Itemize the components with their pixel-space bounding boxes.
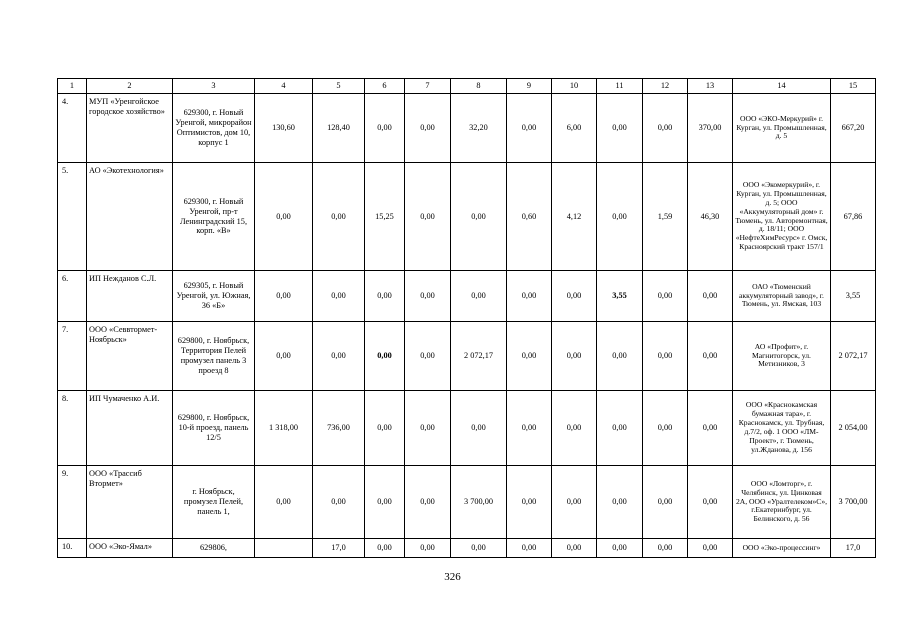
organization-address: 629300, г. Новый Уренгой, пр-т Ленинградский 15, корп. «В» bbox=[173, 163, 255, 271]
value-cell: 0,00 bbox=[597, 466, 643, 539]
value-cell: 0,00 bbox=[597, 94, 643, 163]
total-cell: 17,0 bbox=[831, 539, 876, 558]
row-number: 7. bbox=[58, 322, 87, 391]
total-cell: 3 700,00 bbox=[831, 466, 876, 539]
total-cell: 3,55 bbox=[831, 271, 876, 322]
column-number: 9 bbox=[507, 79, 552, 94]
value-cell: 0,00 bbox=[255, 163, 313, 271]
organization-name: АО «Экотехнология» bbox=[87, 163, 173, 271]
value-cell: 0,00 bbox=[597, 322, 643, 391]
value-cell: 0,00 bbox=[405, 466, 451, 539]
value-cell: 0,00 bbox=[688, 466, 733, 539]
value-cell: 0,00 bbox=[365, 322, 405, 391]
organization-address: 629800, г. Ноябрьск, 10-й проезд, панель 12/5 bbox=[173, 391, 255, 466]
value-cell: 0,00 bbox=[688, 391, 733, 466]
value-cell: 0,00 bbox=[405, 271, 451, 322]
value-cell: 0,00 bbox=[507, 391, 552, 466]
recipient-cell: ООО «Ломторг», г. Челябинск, ул. Цинковая 2А, ООО «Уралтелеком»С», г.Екатеринбург, ул. Белинского, д. 56 bbox=[733, 466, 831, 539]
value-cell: 0,00 bbox=[643, 94, 688, 163]
recipient-cell: ООО «Экомеркурий», г. Курган, ул. Промышленная, д. 5; ООО «Аккумуляторный дом» г. Тюмень, ул. Авторемонтная, д. 18/11; ООО «НефтеХимРесурс» г. Омск, Красноярский тракт 157/1 bbox=[733, 163, 831, 271]
value-cell: 0,00 bbox=[643, 271, 688, 322]
value-cell: 3,55 bbox=[597, 271, 643, 322]
column-number: 12 bbox=[643, 79, 688, 94]
value-cell: 0,00 bbox=[643, 322, 688, 391]
organization-name: ИП Нежданов С.Л. bbox=[87, 271, 173, 322]
value-cell: 32,20 bbox=[451, 94, 507, 163]
column-number: 5 bbox=[313, 79, 365, 94]
total-cell: 2 072,17 bbox=[831, 322, 876, 391]
row-number: 4. bbox=[58, 94, 87, 163]
value-cell: 2 072,17 bbox=[451, 322, 507, 391]
value-cell: 0,00 bbox=[688, 322, 733, 391]
value-cell: 0,00 bbox=[405, 391, 451, 466]
value-cell: 0,00 bbox=[552, 271, 597, 322]
table-row bbox=[58, 322, 876, 391]
value-cell: 128,40 bbox=[313, 94, 365, 163]
column-number: 10 bbox=[552, 79, 597, 94]
value-cell: 0,00 bbox=[451, 539, 507, 558]
value-cell: 0,00 bbox=[365, 271, 405, 322]
recipient-cell: ООО «Эко-процессинг» bbox=[733, 539, 831, 558]
table-row bbox=[58, 163, 876, 271]
value-cell: 0,00 bbox=[507, 539, 552, 558]
value-cell: 0,00 bbox=[365, 539, 405, 558]
value-cell: 0,00 bbox=[405, 322, 451, 391]
value-cell: 0,60 bbox=[507, 163, 552, 271]
page-number: 326 bbox=[444, 571, 461, 583]
value-cell: 0,00 bbox=[405, 163, 451, 271]
value-cell: 0,00 bbox=[552, 391, 597, 466]
value-cell: 3 700,00 bbox=[451, 466, 507, 539]
value-cell: 0,00 bbox=[688, 539, 733, 558]
organization-address: 629305, г. Новый Уренгой, ул. Южная, 36 «Б» bbox=[173, 271, 255, 322]
value-cell: 0,00 bbox=[451, 271, 507, 322]
value-cell: 1 318,00 bbox=[255, 391, 313, 466]
value-cell: 0,00 bbox=[643, 539, 688, 558]
value-cell: 370,00 bbox=[688, 94, 733, 163]
value-cell: 0,00 bbox=[507, 94, 552, 163]
column-number: 2 bbox=[87, 79, 173, 94]
value-cell: 0,00 bbox=[552, 466, 597, 539]
value-cell: 0,00 bbox=[507, 466, 552, 539]
total-cell: 2 054,00 bbox=[831, 391, 876, 466]
table-row bbox=[58, 466, 876, 539]
recipient-cell: АО «Профит», г. Магнитогорск, ул. Метизников, 3 bbox=[733, 322, 831, 391]
value-cell: 0,00 bbox=[365, 466, 405, 539]
value-cell: 0,00 bbox=[552, 322, 597, 391]
value-cell: 0,00 bbox=[643, 466, 688, 539]
value-cell: 0,00 bbox=[688, 271, 733, 322]
table-row bbox=[58, 271, 876, 322]
total-cell: 667,20 bbox=[831, 94, 876, 163]
value-cell: 0,00 bbox=[365, 94, 405, 163]
value-cell: 0,00 bbox=[255, 271, 313, 322]
column-number: 6 bbox=[365, 79, 405, 94]
column-number: 1 bbox=[58, 79, 87, 94]
recipient-cell: ООО «ЭКО-Меркурий» г. Курган, ул. Промышленная, д. 5 bbox=[733, 94, 831, 163]
organization-address: 629806, bbox=[173, 539, 255, 558]
value-cell: 0,00 bbox=[313, 322, 365, 391]
row-number: 5. bbox=[58, 163, 87, 271]
value-cell: 736,00 bbox=[313, 391, 365, 466]
column-number: 14 bbox=[733, 79, 831, 94]
value-cell: 0,00 bbox=[451, 391, 507, 466]
value-cell: 0,00 bbox=[313, 466, 365, 539]
value-cell: 0,00 bbox=[405, 539, 451, 558]
value-cell: 4,12 bbox=[552, 163, 597, 271]
organization-name: ООО «Эко-Ямал» bbox=[87, 539, 173, 558]
column-number: 13 bbox=[688, 79, 733, 94]
organization-name: ООО «Трассиб Втормет» bbox=[87, 466, 173, 539]
organization-name: ООО «Севвтормет-Ноябрьск» bbox=[87, 322, 173, 391]
value-cell: 6,00 bbox=[552, 94, 597, 163]
column-number: 3 bbox=[173, 79, 255, 94]
total-cell: 67,86 bbox=[831, 163, 876, 271]
organization-name: ИП Чумаченко А.И. bbox=[87, 391, 173, 466]
value-cell: 0,00 bbox=[313, 163, 365, 271]
value-cell: 0,00 bbox=[597, 391, 643, 466]
value-cell: 0,00 bbox=[507, 322, 552, 391]
value-cell: 0,00 bbox=[507, 271, 552, 322]
organization-address: 629300, г. Новый Уренгой, микрорайон Оптимистов, дом 10, корпус 1 bbox=[173, 94, 255, 163]
value-cell: 0,00 bbox=[255, 322, 313, 391]
column-number: 7 bbox=[405, 79, 451, 94]
waste-transfer-table bbox=[57, 78, 876, 558]
table-row bbox=[58, 94, 876, 163]
organization-address: г. Ноябрьск, промузел Пелей, панель 1, bbox=[173, 466, 255, 539]
value-cell: 0,00 bbox=[597, 539, 643, 558]
row-number: 8. bbox=[58, 391, 87, 466]
value-cell: 0,00 bbox=[643, 391, 688, 466]
row-number: 10. bbox=[58, 539, 87, 558]
value-cell: 0,00 bbox=[597, 163, 643, 271]
value-cell: 130,60 bbox=[255, 94, 313, 163]
column-number: 11 bbox=[597, 79, 643, 94]
value-cell: 0,00 bbox=[365, 391, 405, 466]
row-number: 6. bbox=[58, 271, 87, 322]
column-number-row bbox=[58, 79, 876, 94]
organization-address: 629800, г. Ноябрьск, Территория Пелей промузел панель 3 проезд 8 bbox=[173, 322, 255, 391]
table-row bbox=[58, 539, 876, 558]
organization-name: МУП «Уренгойское городское хозяйство» bbox=[87, 94, 173, 163]
column-number: 4 bbox=[255, 79, 313, 94]
recipient-cell: ООО «Краснокамская бумажная тара», г. Краснокамск, ул. Трубная, д.7/2, оф. 1 ООО «ЛМ-Проект», г. Тюмень, ул.Жданова, д. 156 bbox=[733, 391, 831, 466]
value-cell: 0,00 bbox=[313, 271, 365, 322]
value-cell bbox=[255, 539, 313, 558]
column-number: 8 bbox=[451, 79, 507, 94]
value-cell: 1,59 bbox=[643, 163, 688, 271]
value-cell: 46,30 bbox=[688, 163, 733, 271]
value-cell: 0,00 bbox=[405, 94, 451, 163]
value-cell: 0,00 bbox=[255, 466, 313, 539]
row-number: 9. bbox=[58, 466, 87, 539]
value-cell: 0,00 bbox=[552, 539, 597, 558]
value-cell: 17,0 bbox=[313, 539, 365, 558]
value-cell: 15,25 bbox=[365, 163, 405, 271]
table-row bbox=[58, 391, 876, 466]
value-cell: 0,00 bbox=[451, 163, 507, 271]
recipient-cell: ОАО «Тюменский аккумуляторный завод», г. Тюмень, ул. Ямская, 103 bbox=[733, 271, 831, 322]
column-number: 15 bbox=[831, 79, 876, 94]
